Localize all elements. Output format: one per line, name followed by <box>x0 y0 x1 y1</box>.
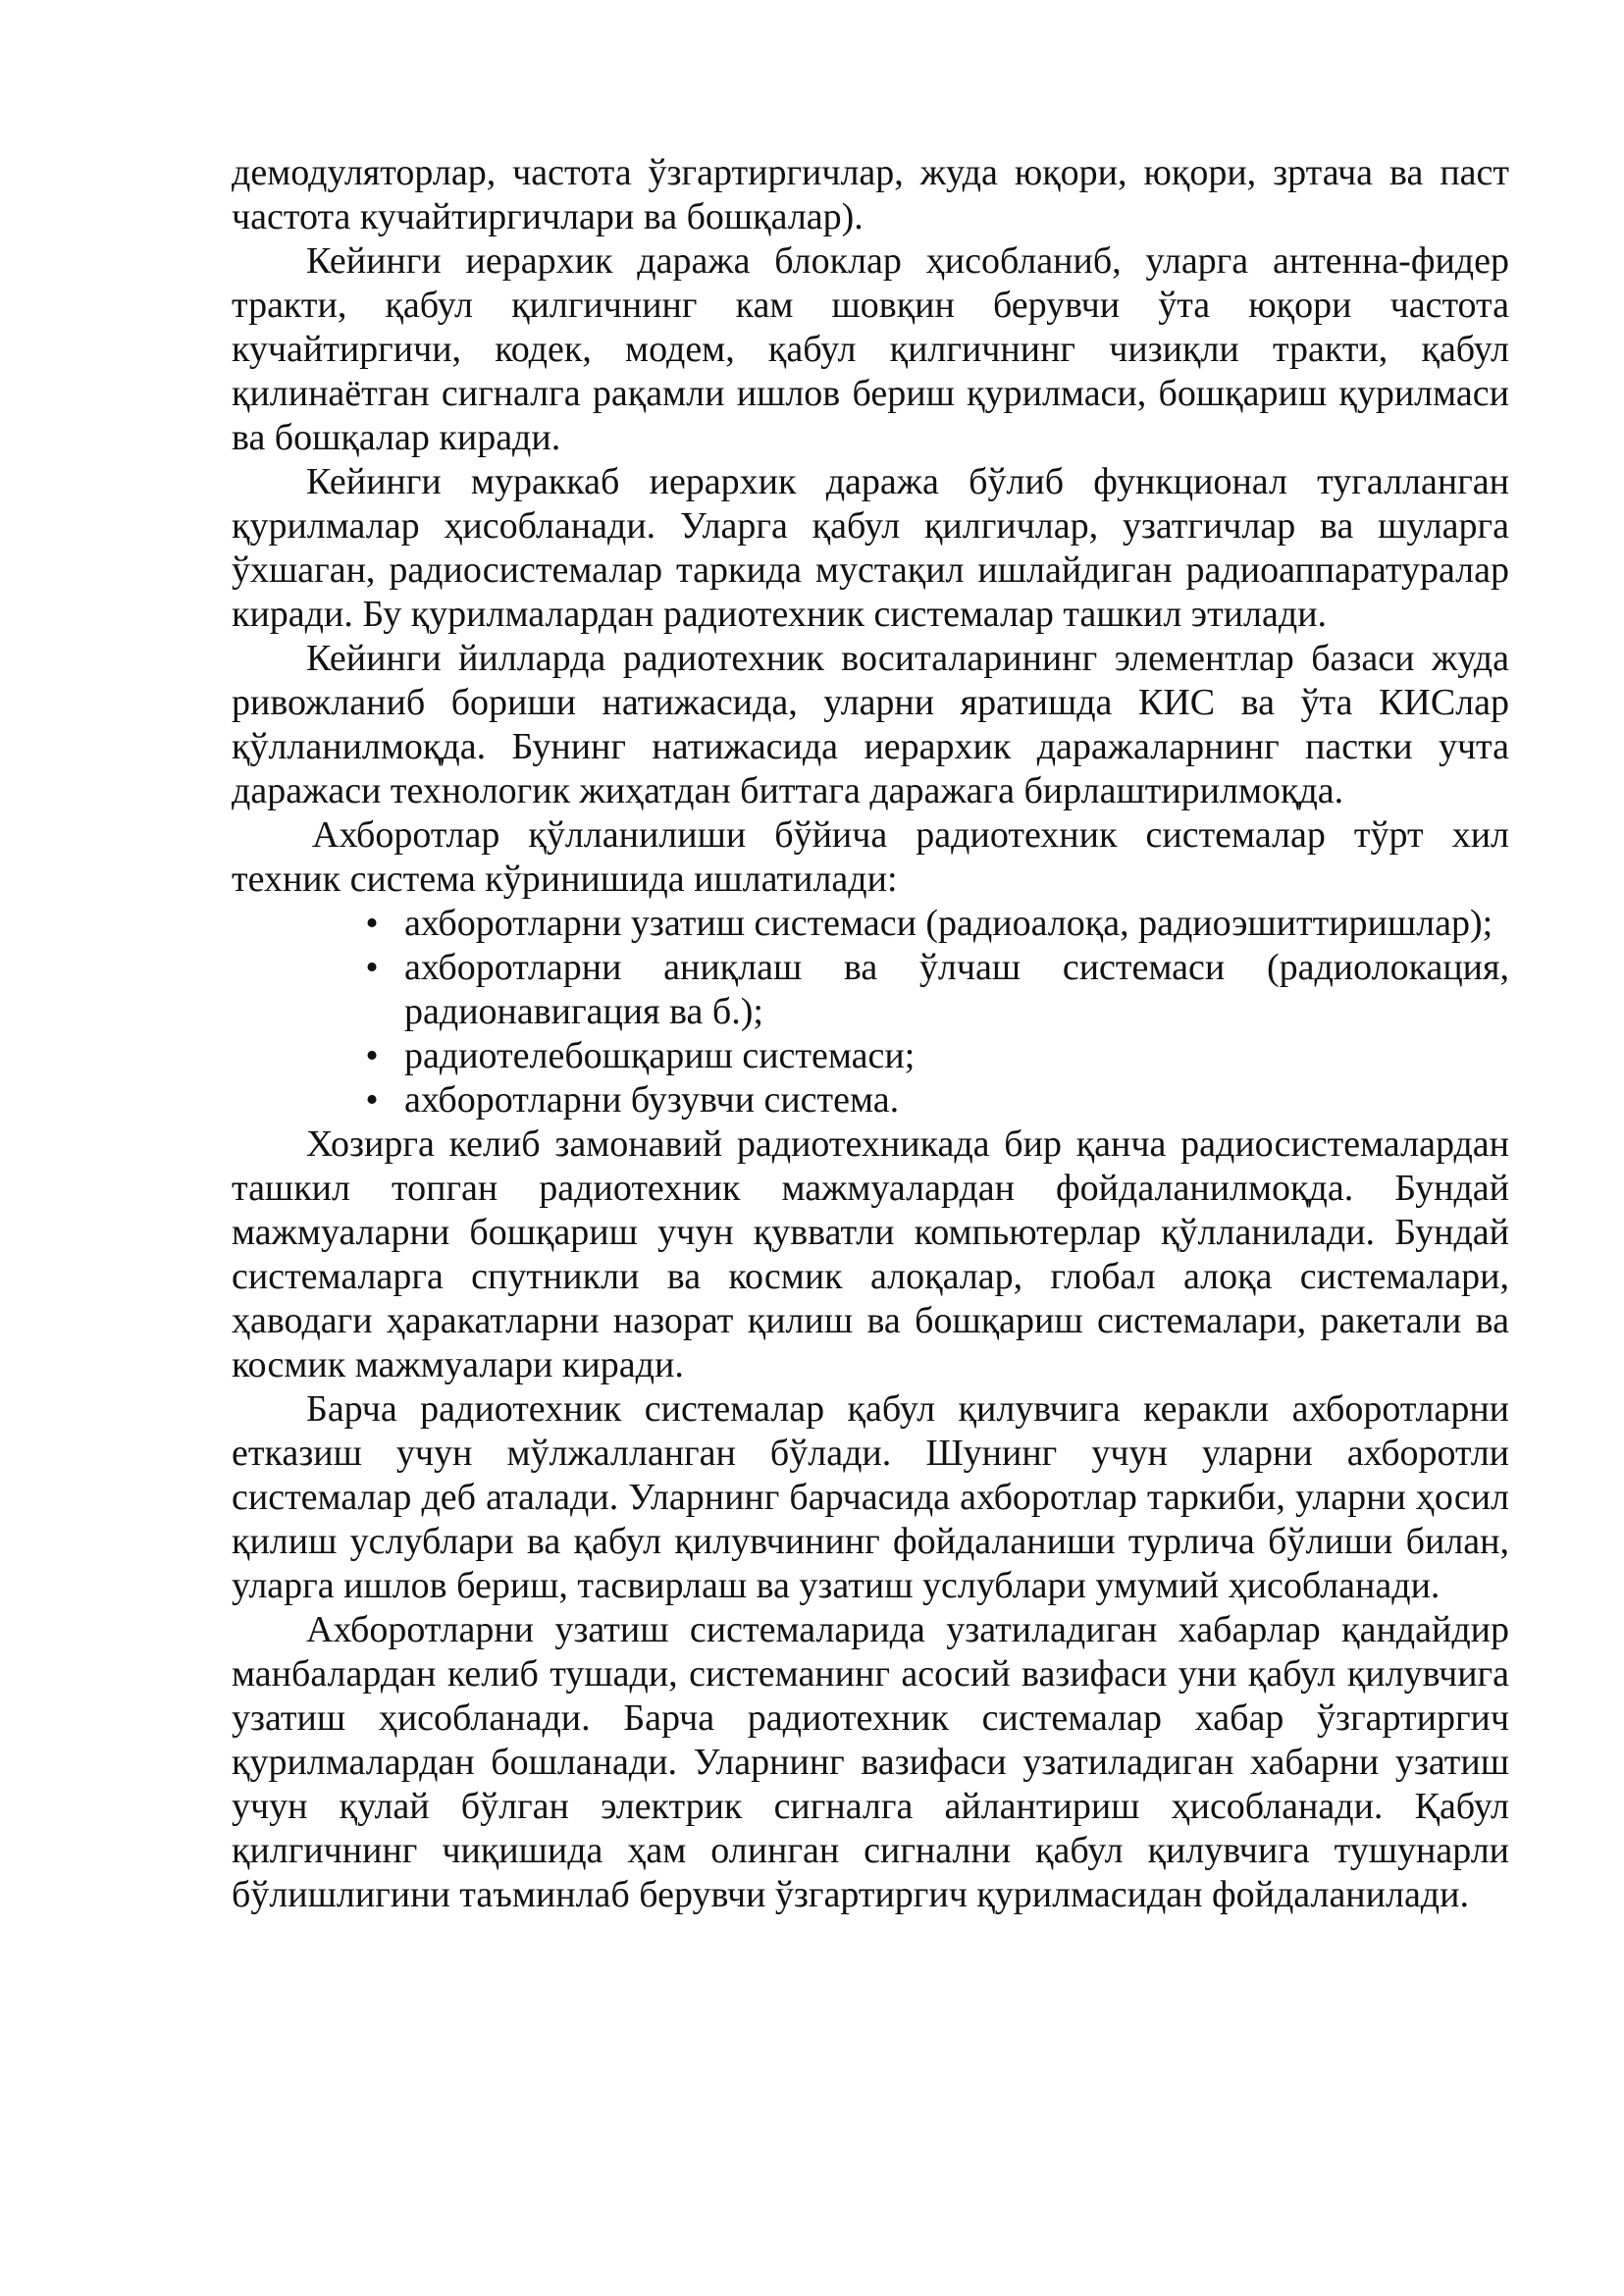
paragraph-information-systems: Барча радиотехник системалар қабул қилувчига керакли ахборотларни етказиш учун мўлжалланган бўлади. Шунинг учун уларни ахборотли системалар деб аталади. Уларнинг барчасида ахборотлар таркиби, уларни ҳосил қилиш услублари ва қабул қилувчининг фойдаланиши турлича бўлиши билан, уларга ишлов бериш, тасвирлаш ва узатиш услублари умумий ҳисобланади. <box>232 1388 1509 1606</box>
list-item <box>365 1034 1509 1078</box>
list-item-text: ахборотларни аниқлаш ва ўлчаш системаси (радиолокация, радионавигация ва б.); <box>404 947 1509 1032</box>
list-item-text: ахборотларни бузувчи система. <box>404 1079 900 1121</box>
bullet-icon: • <box>365 903 379 944</box>
bullet-icon: • <box>365 1035 379 1076</box>
paragraph-element-base: Кейинги йилларда радиотехник воситаларининг элементлар базаси жуда ривожланиб бориши натижасида, уларни яратишда КИС ва ўта КИСлар қўлланилмоқда. Бунинг натижасида иерархик даражаларнинг пастки учта даражаси технологик жиҳатдан биттага даражага бирлаштирилмоқда. <box>232 638 1509 811</box>
bullet-icon: • <box>365 947 379 988</box>
paragraph-radio-complexes: Хозирга келиб замонавий радиотехникада бир қанча радиосистемалардан ташкил топган радиотехник мажмуалардан фойдаланилмоқда. Бундай мажмуаларни бошқариш учун қувватли компьютерлар қўлланилади. Бундай системаларга спутникли ва космик алоқалар, глобал алоқа системалари, ҳаводаги ҳаракатларни назорат қилиш ва бошқариш системалари, ракетали ва космик мажмуалари киради. <box>232 1123 1509 1385</box>
paragraph-message-transmission: Ахборотларни узатиш системаларида узатиладиган хабарлар қандайдир манбалардан келиб тушади, системанинг асосий вазифаси уни қабул қилувчига узатиш ҳисобланади. Барча радиотехник системалар хабар ўзгартиргич қурилмалардан бошланади. Уларнинг вазифаси узатиладиган хабарни узатиш учун қулай бўлган электрик сигналга айлантириш ҳисобланади. Қабул қилгичнинг чиқишида ҳам олинган сигнални қабул қилувчига тушунарли бўлишлигини таъминлаб берувчи ўзгартиргич қурилмасидан фойдаланилади. <box>232 1609 1509 1915</box>
document-body <box>232 151 1509 1917</box>
list-item <box>365 946 1509 1034</box>
paragraph-complex-hierarchy: Кейинги мураккаб иерархик даража бўлиб функционал тугалланган қурилмалар ҳисобланади. Уларга қабул қилгичлар, узатгичлар ва шуларга ўхшаган, радиосистемалар таркида мустақил ишлайдиган радиоаппаратуралар киради. Бу қурилмалардан радиотехник системалар ташкил этилади. <box>232 461 1509 635</box>
list-item-text: ахборотларни узатиш системаси (радиоалоқа, радиоэшиттиришлар); <box>404 903 1493 944</box>
paragraph-hierarchy-blocks: Кейинги иерархик даража блоклар ҳисобланиб, уларга антенна-фидер тракти, қабул қилгичнинг кам шовқин берувчи ўта юқори частота кучайтиргичи, кодек, модем, қабул қилгичнинг чизиқли тракти, қабул қилинаётган сигналга рақамли ишлов бериш қурилмаси, бошқариш қурилмаси ва бошқалар киради. <box>232 240 1509 458</box>
bullet-icon: • <box>365 1079 379 1121</box>
paragraph-continuation: демодуляторлар, частота ўзгартиргичлар, жуда юқори, юқори, зртача ва паст частота кучайтиргичлари ва бошқалар). <box>232 152 1509 237</box>
paragraph-system-types-intro: Ахборотлар қўлланилиши бўйича радиотехник системалар тўрт хил техник система кўринишида ишлатилади: <box>232 814 1509 900</box>
list-item <box>365 902 1509 946</box>
system-types-list <box>232 902 1509 1122</box>
list-item <box>365 1078 1509 1122</box>
list-item-text: радиотелебошқариш системаси; <box>404 1035 916 1076</box>
